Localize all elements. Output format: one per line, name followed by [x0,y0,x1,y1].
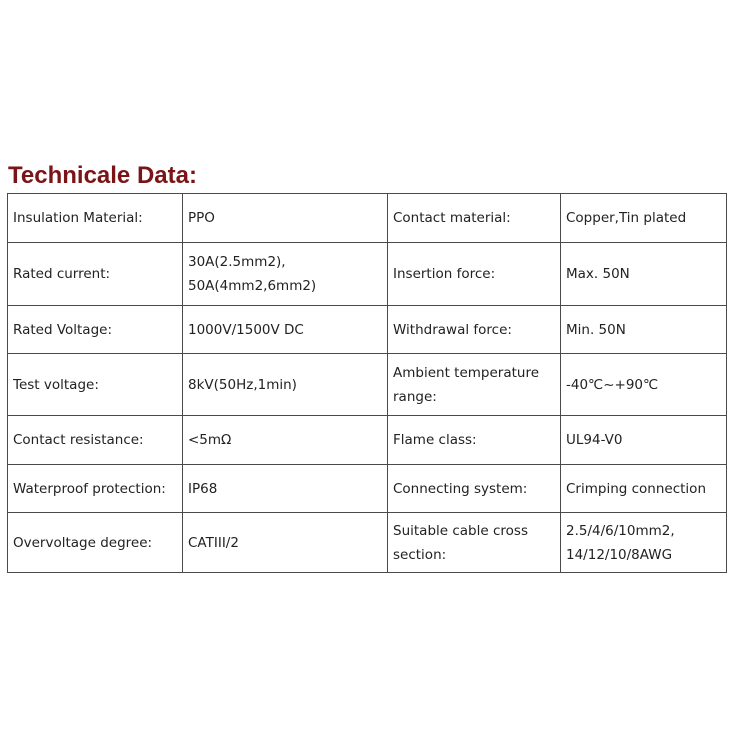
spec-value: Copper,Tin plated [561,194,727,243]
spec-value: 8kV(50Hz,1min) [183,354,388,416]
table-row [8,194,727,243]
table-row [8,243,727,306]
table-row [8,465,727,513]
spec-value: 1000V/1500V DC [183,306,388,354]
spec-value: PPO [183,194,388,243]
spec-label: Insertion force: [388,243,561,306]
table-row [8,416,727,465]
table-row [8,306,727,354]
spec-label: Contact resistance: [8,416,183,465]
spec-label: Insulation Material: [8,194,183,243]
table-row [8,513,727,573]
spec-label: Waterproof protection: [8,465,183,513]
spec-value: Crimping connection [561,465,727,513]
spec-value: Min. 50N [561,306,727,354]
table-row [8,354,727,416]
spec-label: Suitable cable cross section: [388,513,561,573]
spec-value: <5mΩ [183,416,388,465]
page-title: Technicale Data: [8,162,197,189]
spec-value: IP68 [183,465,388,513]
spec-label: Test voltage: [8,354,183,416]
spec-value: -40℃~+90℃ [561,354,727,416]
spec-label: Ambient temperature range: [388,354,561,416]
spec-value: 30A(2.5mm2), 50A(4mm2,6mm2) [183,243,388,306]
spec-label: Withdrawal force: [388,306,561,354]
spec-label: Flame class: [388,416,561,465]
spec-value: CATIII/2 [183,513,388,573]
spec-value: 2.5/4/6/10mm2, 14/12/10/8AWG [561,513,727,573]
spec-label: Connecting system: [388,465,561,513]
spec-label: Rated current: [8,243,183,306]
spec-label: Overvoltage degree: [8,513,183,573]
spec-value: UL94-V0 [561,416,727,465]
spec-label: Rated Voltage: [8,306,183,354]
technical-data-table [7,193,727,573]
spec-label: Contact material: [388,194,561,243]
spec-value: Max. 50N [561,243,727,306]
